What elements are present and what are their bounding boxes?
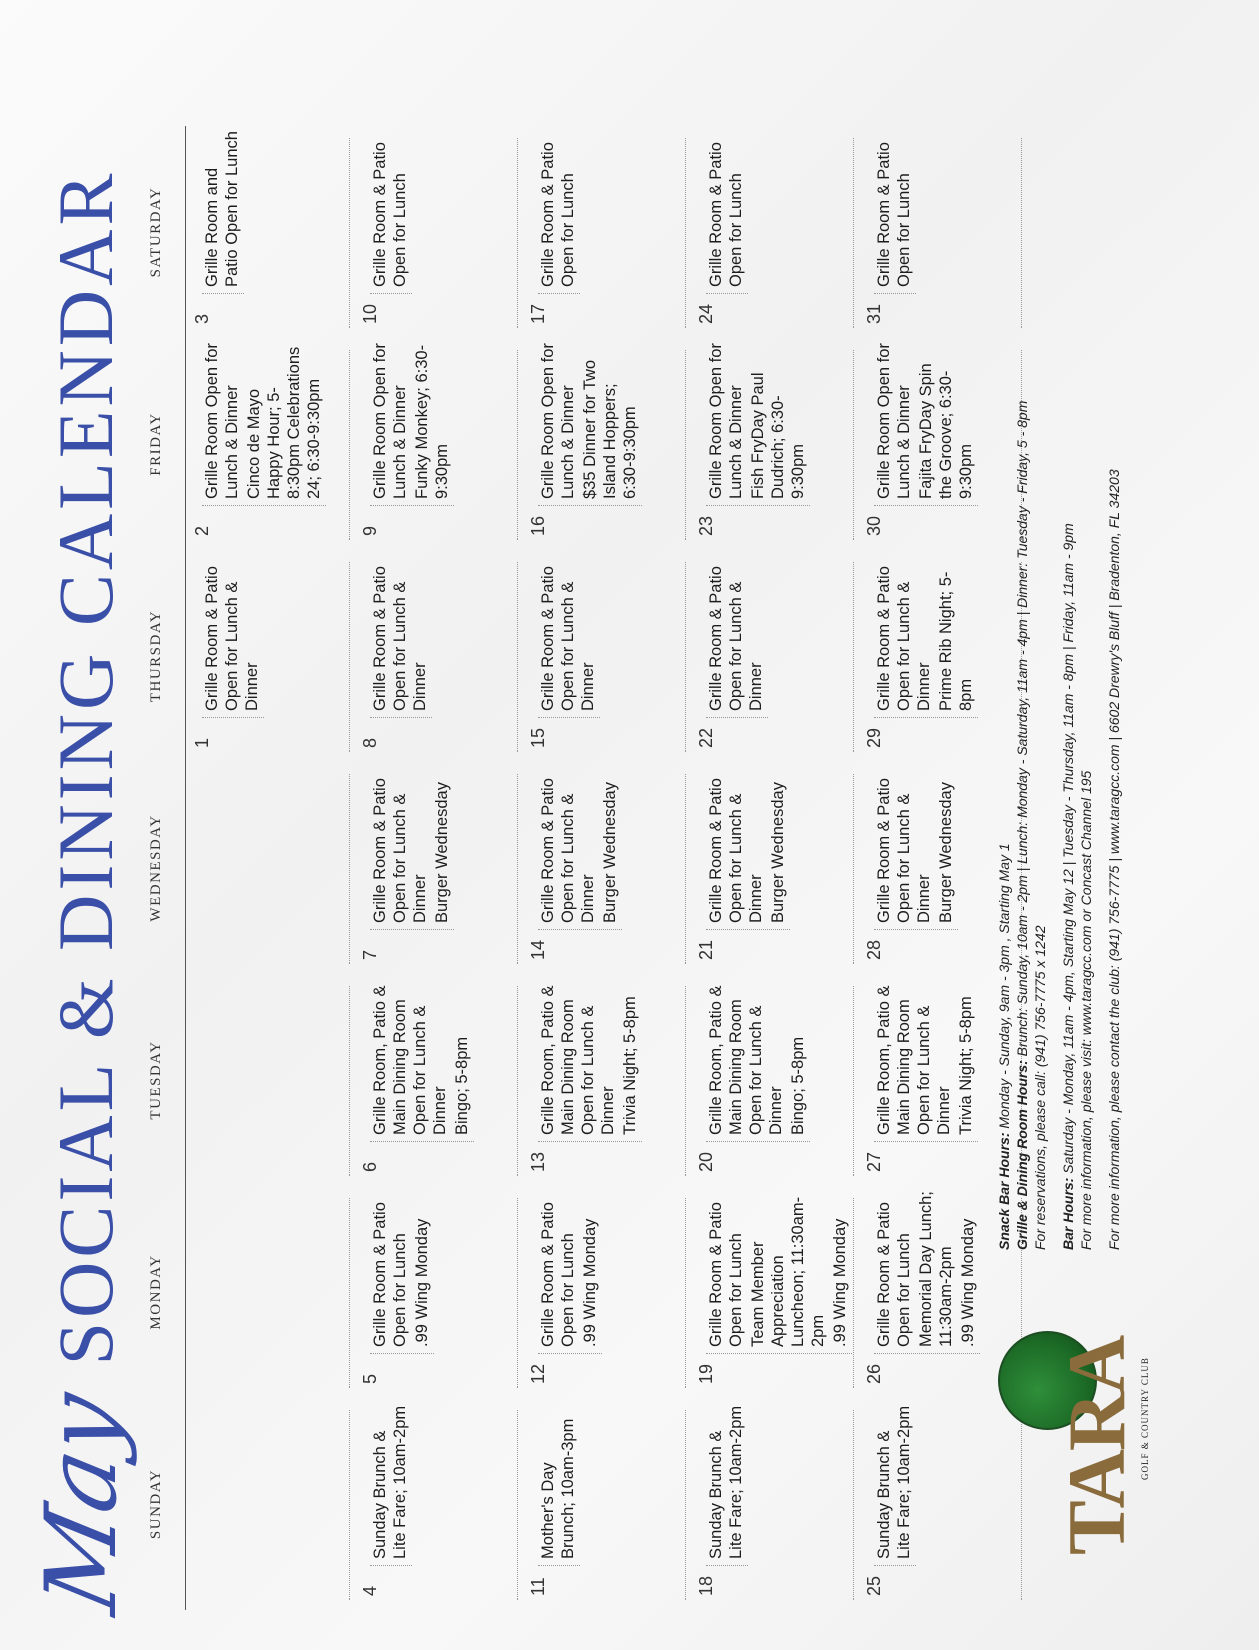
- cell-divider: [853, 1410, 854, 1600]
- event-item: Grille Room Open for Lunch & Dinner: [707, 343, 745, 499]
- cell-divider: [853, 774, 854, 964]
- event-item: Trivia Night; 5-8pm: [957, 996, 975, 1135]
- day-events: [370, 978, 474, 1142]
- day-cell: [354, 1398, 522, 1610]
- day-number: 4: [360, 1585, 380, 1596]
- day-header-friday: FRIDAY: [148, 338, 186, 550]
- day-cell: [354, 762, 522, 974]
- day-number: 17: [528, 303, 548, 324]
- event-item: Burger Wednesday: [601, 782, 619, 923]
- day-headers: [148, 125, 186, 1610]
- cell-divider: [349, 562, 350, 752]
- event-item: Grille Room Open for Lunch & Dinner: [371, 343, 409, 499]
- day-cell: [690, 126, 858, 338]
- event-item: Grille Room Open for Lunch & Dinner: [203, 343, 241, 499]
- day-events: [370, 130, 412, 294]
- day-number: 19: [696, 1363, 716, 1384]
- day-number: 21: [696, 939, 716, 960]
- cell-divider: [685, 986, 686, 1176]
- day-cell: [354, 1186, 522, 1398]
- day-events: [202, 554, 264, 718]
- cell-divider: [517, 562, 518, 752]
- event-item: Grille Room & Patio Open for Lunch: [707, 142, 745, 287]
- calendar-weeks: [186, 125, 1026, 1610]
- day-number: 15: [528, 727, 548, 748]
- event-item: Grille Room & Patio Open for Lunch & Dinner: [371, 566, 429, 711]
- event-item: Grille Room & Patio Open for Lunch & Dinner: [707, 566, 765, 711]
- cell-divider: [685, 562, 686, 752]
- day-events: [370, 1402, 412, 1566]
- event-item: Grille Room & Patio Open for Lunch: [371, 1202, 409, 1347]
- event-item: Prime Rib Night; 5-8pm: [937, 571, 975, 711]
- event-item: Grille Room Open for Lunch & Dinner: [539, 343, 577, 499]
- cell-divider: [685, 138, 686, 328]
- cell-divider: [517, 138, 518, 328]
- day-number: 7: [360, 949, 380, 960]
- day-cell: [354, 550, 522, 762]
- day-number: 16: [528, 515, 548, 536]
- day-cell: [186, 338, 354, 550]
- day-cell: [186, 550, 354, 762]
- day-cell: [522, 1398, 690, 1610]
- day-cell: [690, 1186, 858, 1398]
- day-cell: [186, 126, 354, 338]
- event-item: .99 Wing Monday: [831, 1218, 849, 1347]
- day-number: 5: [360, 1373, 380, 1384]
- event-item: Burger Wednesday: [433, 782, 451, 923]
- day-header-tuesday: TUESDAY: [148, 974, 186, 1186]
- day-number: 14: [528, 939, 548, 960]
- day-cell: [690, 974, 858, 1186]
- day-number: 1: [192, 737, 212, 748]
- event-item: Bingo; 5-8pm: [789, 1036, 807, 1135]
- day-events: [706, 766, 790, 930]
- cell-divider: [349, 350, 350, 540]
- event-item: Grille Room, Patio & Main Dining Room Open for Lunch & Dinner: [539, 985, 617, 1135]
- event-item: .99 Wing Monday: [413, 1218, 431, 1347]
- event-item: $35 Dinner for Two Island Hoppers; 6:30-9:30pm: [581, 359, 639, 499]
- cell-divider: [853, 138, 854, 328]
- logo-subtitle: GOLF & COUNTRY CLUB: [1140, 1357, 1150, 1480]
- event-item: Grille Room & Patio Open for Lunch: [539, 142, 577, 287]
- cell-divider: [685, 1410, 686, 1600]
- event-item: Bingo; 5-8pm: [453, 1036, 471, 1135]
- day-number: 30: [864, 515, 884, 536]
- event-item: Grille Room, Patio & Main Dining Room Open for Lunch & Dinner: [371, 985, 449, 1135]
- day-cell: [522, 550, 690, 762]
- event-item: Grille Room & Patio Open for Lunch & Dinner: [875, 778, 933, 923]
- cell-divider: [517, 774, 518, 964]
- event-item: Burger Wednesday: [937, 782, 955, 923]
- logo-wordmark: TARA: [1051, 1336, 1142, 1555]
- event-item: Trivia Night; 5-8pm: [621, 996, 639, 1135]
- day-events: [706, 342, 810, 506]
- day-events: [370, 554, 432, 718]
- day-header-saturday: SATURDAY: [148, 126, 186, 338]
- day-cell: [186, 974, 354, 1186]
- cell-divider: [685, 350, 686, 540]
- event-item: Grille Room & Patio Open for Lunch & Dinner: [707, 778, 765, 923]
- cell-divider: [517, 1198, 518, 1388]
- cell-divider: [349, 1198, 350, 1388]
- day-events: [706, 554, 768, 718]
- day-events: [538, 1402, 580, 1566]
- cell-divider: [685, 1198, 686, 1388]
- day-events: [538, 342, 642, 506]
- event-item: Cinco de Mayo Happy Hour; 5-8:30pm Celebrations 24; 6:30-9:30pm: [245, 346, 323, 499]
- day-cell: [354, 126, 522, 338]
- day-number: 9: [360, 525, 380, 536]
- cell-divider: [685, 774, 686, 964]
- day-number: 23: [696, 515, 716, 536]
- event-item: Grille Room Open for Lunch & Dinner: [875, 343, 913, 499]
- event-item: Sunday Brunch & Lite Fare; 10am-2pm: [707, 1405, 745, 1559]
- day-number: 29: [864, 727, 884, 748]
- event-item: Sunday Brunch & Lite Fare; 10am-2pm: [371, 1405, 409, 1559]
- cell-divider: [517, 986, 518, 1176]
- day-events: [538, 766, 622, 930]
- event-item: Grille Room & Patio Open for Lunch: [371, 142, 409, 287]
- day-number: 22: [696, 727, 716, 748]
- day-cell: [354, 338, 522, 550]
- calendar-week: [690, 125, 858, 1610]
- day-header-wednesday: WEDNESDAY: [148, 762, 186, 974]
- grille-reservations: For reservations, please call: (941) 756-7775 x 1242: [1032, 925, 1048, 1250]
- event-item: Grille Room & Patio Open for Lunch: [539, 1202, 577, 1347]
- day-header-sunday: SUNDAY: [148, 1398, 186, 1610]
- day-cell: [186, 762, 354, 974]
- day-events: [706, 1402, 748, 1566]
- event-item: Fish FryDay Paul Dudrich; 6:30-9:30pm: [749, 372, 807, 499]
- day-events: [202, 130, 244, 294]
- day-number: 24: [696, 303, 716, 324]
- event-item: Sunday Brunch & Lite Fare; 10am-2pm: [875, 1405, 913, 1559]
- day-events: [370, 766, 454, 930]
- event-item: .99 Wing Monday: [959, 1218, 977, 1347]
- event-item: Grille Room & Patio Open for Lunch & Dinner: [875, 566, 933, 711]
- event-item: Grille Room, Patio & Main Dining Room Open for Lunch & Dinner: [707, 985, 785, 1135]
- event-item: Grille Room & Patio Open for Lunch & Dinner: [539, 566, 597, 711]
- cell-divider: [517, 1410, 518, 1600]
- day-number: 3: [192, 313, 212, 324]
- hours-footer: [995, 30, 1123, 1250]
- day-events: [874, 1190, 980, 1354]
- day-cell: [690, 1398, 858, 1610]
- calendar-title: [25, 110, 145, 1623]
- day-cell: [690, 338, 858, 550]
- day-events: [538, 130, 580, 294]
- contact-info: For more information, please contact the club: (941) 756-7775 | www.taragcc.com | 6602 Drewry's Bluff | Bradenton, FL 34203: [1106, 469, 1122, 1250]
- day-events: [706, 1190, 852, 1354]
- event-item: Fajita FryDay Spin the Groove; 6:30-9:30pm: [917, 363, 975, 499]
- month-title: May: [25, 1383, 139, 1623]
- event-item: Burger Wednesday: [769, 782, 787, 923]
- day-cell: [354, 974, 522, 1186]
- day-cell: [690, 762, 858, 974]
- bar-info: For more information, please visit: www.taragcc.com or Concast Channel 195: [1078, 770, 1094, 1250]
- calendar-week: [522, 125, 690, 1610]
- day-events: [874, 342, 978, 506]
- calendar-week: [354, 125, 522, 1610]
- event-item: Grille Room & Patio Open for Lunch: [707, 1202, 745, 1347]
- day-number: 6: [360, 1161, 380, 1172]
- event-item: Grille Room & Patio Open for Lunch & Dinner: [539, 778, 597, 923]
- day-number: 28: [864, 939, 884, 960]
- day-events: [874, 554, 978, 718]
- day-number: 10: [360, 303, 380, 324]
- day-events: [874, 766, 958, 930]
- event-item: .99 Wing Monday: [581, 1218, 599, 1347]
- day-events: [370, 342, 454, 506]
- calendar-heading: SOCIAL & DINING CALENDAR: [42, 169, 129, 1366]
- event-item: Memorial Day Lunch; 11:30am-2pm: [917, 1191, 955, 1347]
- day-events: [706, 978, 810, 1142]
- day-number: 20: [696, 1151, 716, 1172]
- day-events: [874, 130, 916, 294]
- event-item: Funky Monkey; 6:30-9:30pm: [413, 344, 451, 499]
- day-events: [538, 978, 642, 1142]
- cell-divider: [853, 1198, 854, 1388]
- tara-logo: [990, 1320, 1150, 1590]
- day-events: [706, 130, 748, 294]
- day-events: [370, 1190, 434, 1354]
- day-events: [538, 554, 600, 718]
- event-item: Team Member Appreciation Luncheon; 11:30am-2pm: [749, 1196, 827, 1347]
- day-events: [874, 1402, 916, 1566]
- cell-divider: [517, 350, 518, 540]
- day-number: 8: [360, 737, 380, 748]
- calendar-week: [186, 125, 354, 1610]
- event-item: Grille Room & Patio Open for Lunch & Dinner: [371, 778, 429, 923]
- day-number: 12: [528, 1363, 548, 1384]
- event-item: Grille Room, Patio & Main Dining Room Open for Lunch & Dinner: [875, 985, 953, 1135]
- day-number: 13: [528, 1151, 548, 1172]
- day-events: [538, 1190, 602, 1354]
- day-header-monday: MONDAY: [148, 1186, 186, 1398]
- day-cell: [522, 338, 690, 550]
- day-cell: [690, 550, 858, 762]
- calendar-grid: [148, 125, 1026, 1610]
- day-number: 18: [696, 1575, 716, 1596]
- event-item: Grille Room & Patio Open for Lunch: [875, 142, 913, 287]
- grille-hours: Grille & Dining Room Hours: Brunch: Sunday, 10am - 2pm | Lunch: Monday - Saturday, 11am - 4pm | Dinner: Tuesday - Friday, 5 - 8pm: [1014, 400, 1030, 1250]
- cell-divider: [853, 986, 854, 1176]
- day-number: 25: [864, 1575, 884, 1596]
- event-item: Grille Room & Patio Open for Lunch: [875, 1202, 913, 1347]
- day-number: 31: [864, 303, 884, 324]
- cell-divider: [349, 138, 350, 328]
- event-item: Mother's Day Brunch; 10am-3pm: [539, 1418, 577, 1559]
- snack-bar-hours: Snack Bar Hours: Monday - Sunday, 9am - 3pm , Starting May 1: [996, 843, 1012, 1250]
- day-number: 27: [864, 1151, 884, 1172]
- cell-divider: [853, 562, 854, 752]
- event-item: Grille Room and Patio Open for Lunch: [203, 131, 241, 287]
- day-events: [874, 978, 978, 1142]
- day-cell: [522, 126, 690, 338]
- bar-hours: Bar Hours: Saturday - Monday, 11am - 4pm, Starting May 12 | Tuesday - Thursday, 11am - 8pm | Friday, 11am - 9pm: [1060, 523, 1076, 1250]
- day-cell: [522, 974, 690, 1186]
- day-number: 26: [864, 1363, 884, 1384]
- day-cell: [522, 762, 690, 974]
- day-events: [202, 342, 326, 506]
- day-cell: [186, 1186, 354, 1398]
- day-header-thursday: THURSDAY: [148, 550, 186, 762]
- event-item: Grille Room & Patio Open for Lunch & Dinner: [203, 566, 261, 711]
- day-number: 11: [528, 1577, 548, 1596]
- cell-divider: [349, 986, 350, 1176]
- day-number: 2: [192, 525, 212, 536]
- day-cell: [186, 1398, 354, 1610]
- cell-divider: [853, 350, 854, 540]
- day-cell: [522, 1186, 690, 1398]
- cell-divider: [349, 1410, 350, 1600]
- cell-divider: [349, 774, 350, 964]
